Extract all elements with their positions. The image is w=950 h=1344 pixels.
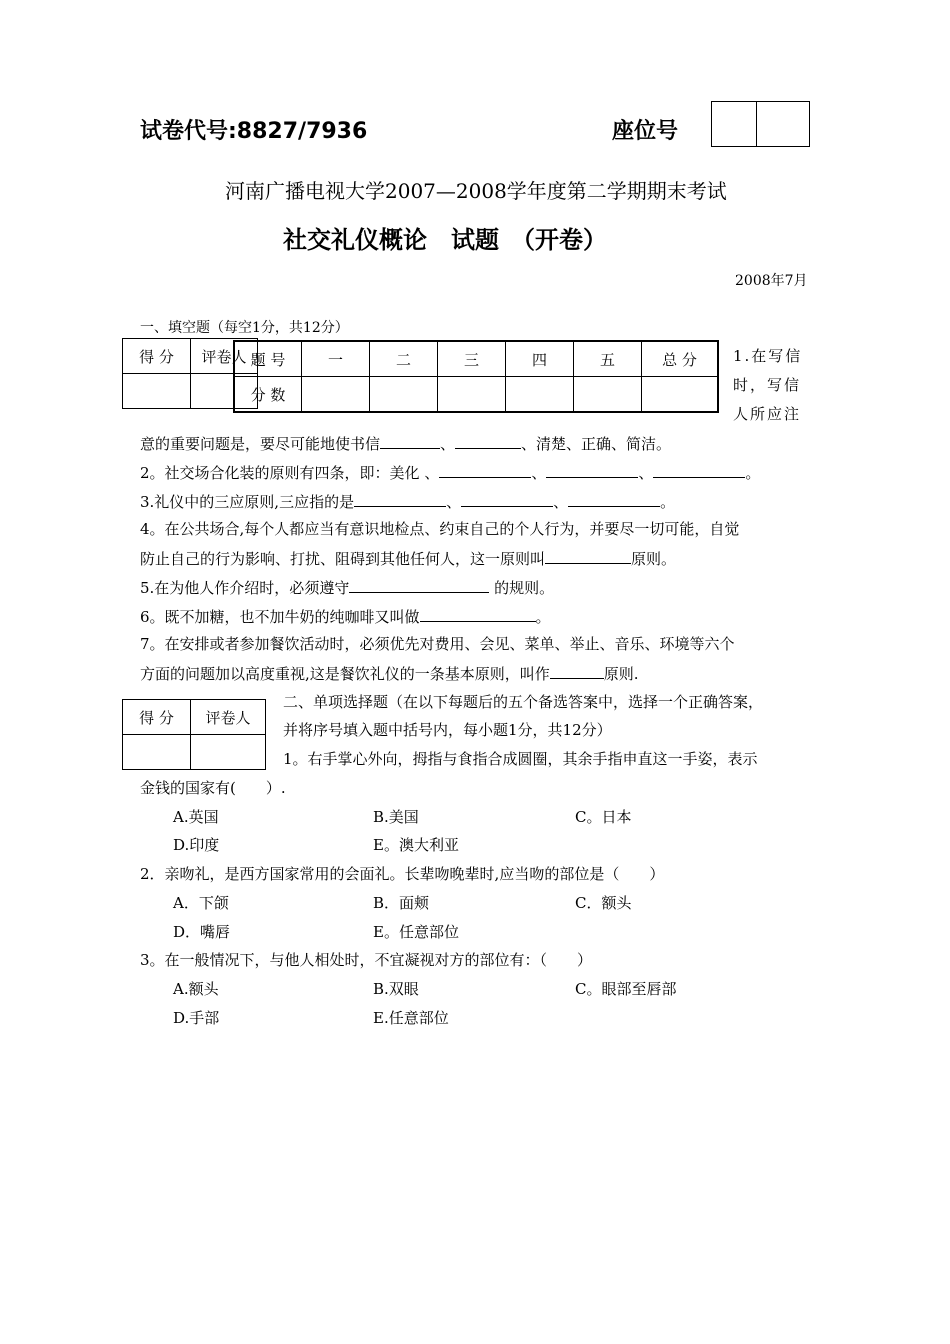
col-2: 二	[370, 341, 438, 377]
fill-q1-blank-1[interactable]	[380, 433, 440, 449]
seat-number-label: 座位号	[612, 119, 679, 144]
mc-q2-stem: 2．亲吻礼，是西方国家常用的会面礼。长辈吻晚辈时,应当吻的部位是（ ）	[140, 865, 665, 883]
fill-q6-end: 。	[535, 608, 551, 626]
fill-q3-blank-1[interactable]	[354, 491, 446, 507]
fill-q1-text: 意的重要问题是，要尽可能地使书信	[140, 435, 381, 453]
mc-q2-option-e[interactable]: E。任意部位	[373, 923, 459, 941]
mc-q3-stem: 3。在一般情况下，与他人相处时，不宜凝视对方的部位有：（ ）	[140, 951, 593, 969]
fill-q4-line1: 4。在公共场合,每个人都应当有意识地检点、约束自己的个人行为，并要尽一切可能，自觉	[140, 520, 740, 538]
fill-q5	[140, 577, 554, 598]
fill-q3-sep-2: 、	[553, 493, 569, 511]
mc-q2-option-d[interactable]: D．嘴唇	[173, 923, 231, 941]
mc-q2-option-a[interactable]: A．下颌	[173, 894, 229, 912]
fill-q3-text: 3.礼仪中的三应原则,三应指的是	[140, 493, 355, 511]
mc-q1-option-d[interactable]: D.印度	[173, 836, 220, 854]
q1-side-line1: 1.在写信	[733, 347, 803, 365]
summary-table	[233, 340, 719, 413]
score-cell-total[interactable]	[642, 377, 719, 413]
seat-cell-1[interactable]	[712, 102, 757, 147]
score-input[interactable]	[123, 374, 191, 409]
section1-title: 一、填空题（每空1分，共12分）	[140, 320, 349, 336]
fill-q1-sep: 、	[440, 435, 456, 453]
fill-q7-line1: 7。在安排或者参加餐饮活动时，必须优先对费用、会见、菜单、举止、音乐、环境等六个	[140, 635, 735, 653]
fill-q3	[140, 491, 675, 512]
fill-q2	[140, 462, 760, 483]
fill-q4-text: 防止自己的行为影响、打扰、阻碍到其他任何人，这一原则叫	[140, 550, 546, 568]
fill-q3-end: 。	[660, 493, 676, 511]
mc-q3-option-c[interactable]: C。眼部至唇部	[575, 980, 677, 998]
mc-q1-option-b[interactable]: B.美国	[373, 808, 419, 826]
fill-q6-text: 6。既不加糖，也不加牛奶的纯咖啡又叫做	[140, 608, 420, 626]
mc-q3-option-a[interactable]: A.额头	[173, 980, 219, 998]
fill-q5-text: 5.在为他人作介绍时，必须遵守	[140, 579, 350, 597]
fill-q1-blank-2[interactable]	[455, 433, 521, 449]
fill-q7-blank[interactable]	[550, 663, 604, 679]
question-number-header: 题 号	[234, 341, 302, 377]
fill-q5-blank[interactable]	[349, 577, 489, 593]
mc-q1-option-c[interactable]: C。日本	[575, 808, 632, 826]
mc-q1-option-a[interactable]: A.英国	[173, 808, 219, 826]
col-4: 四	[506, 341, 574, 377]
col-1: 一	[302, 341, 370, 377]
section2-title-line1: 二、单项选择题（在以下每题后的五个备选答案中，选择一个正确答案，	[283, 693, 764, 711]
fill-q2-blank-2[interactable]	[546, 462, 638, 478]
mc-q3-option-b[interactable]: B.双眼	[373, 980, 419, 998]
fill-q7-end: 原则.	[603, 665, 639, 683]
score-cell-4[interactable]	[506, 377, 574, 413]
fill-q2-sep-1: 、	[531, 464, 547, 482]
score-cell-3[interactable]	[438, 377, 506, 413]
score-label: 得 分	[123, 700, 191, 735]
col-3: 三	[438, 341, 506, 377]
q1-side-line3: 人所应注	[733, 405, 802, 423]
fill-q2-text: 2。社交场合化装的原则有四条，即：美化 、	[140, 464, 440, 482]
fill-q4-line2	[140, 548, 676, 569]
fill-q2-blank-1[interactable]	[439, 462, 531, 478]
fill-q4-blank[interactable]	[545, 548, 631, 564]
fill-q3-blank-3[interactable]	[568, 491, 660, 507]
fill-q7-text: 方面的问题加以高度重视,这是餐饮礼仪的一条基本原则，叫作	[140, 665, 550, 683]
fill-q2-blank-3[interactable]	[653, 462, 745, 478]
score-cell-5[interactable]	[574, 377, 642, 413]
fill-q1-end: 、清楚、正确、简洁。	[521, 435, 672, 453]
fill-q2-end: 。	[745, 464, 761, 482]
seat-number-box	[711, 101, 810, 147]
mc-q3-option-d[interactable]: D.手部	[173, 1009, 220, 1027]
page-title: 社交礼仪概论 试题 （开卷）	[283, 225, 607, 254]
score-cell-2[interactable]	[370, 377, 438, 413]
fill-q1	[140, 433, 671, 454]
university-title: 河南广播电视大学2007—2008学年度第二学期期末考试	[225, 179, 727, 203]
mc-q1-line1: 1。右手掌心外向，拇指与食指合成圆圈，其余手指申直这一手姿，表示	[283, 750, 758, 768]
grader-label: 评卷人	[191, 339, 258, 374]
exam-date: 2008年7月	[735, 273, 808, 289]
fill-q4-end: 原则。	[631, 550, 677, 568]
fill-q7-line2	[140, 663, 639, 684]
mc-q3-option-e[interactable]: E.任意部位	[373, 1009, 449, 1027]
score-cell-1[interactable]	[302, 377, 370, 413]
fill-q6	[140, 606, 551, 627]
grader-input[interactable]	[191, 735, 266, 770]
seat-cell-2[interactable]	[757, 102, 810, 147]
exam-code: 试卷代号:8827/7936	[140, 119, 368, 144]
mc-q1-line2: 金钱的国家有( ）.	[140, 779, 286, 797]
fill-q6-blank[interactable]	[420, 606, 536, 622]
mc-q2-option-b[interactable]: B．面颊	[373, 894, 430, 912]
col-5: 五	[574, 341, 642, 377]
section2-title-line2: 并将序号填入题中括号内，每小题1分，共12分）	[283, 721, 612, 739]
mc-q1-option-e[interactable]: E。澳大利亚	[373, 836, 459, 854]
fill-q5-end: 的规则。	[489, 579, 555, 597]
grader-label: 评卷人	[191, 700, 266, 735]
score-box-2	[122, 699, 266, 770]
col-total: 总 分	[642, 341, 719, 377]
score-input[interactable]	[123, 735, 191, 770]
fill-q3-sep-1: 、	[446, 493, 462, 511]
score-label: 得 分	[123, 339, 191, 374]
q1-side-line2: 时，写信	[733, 376, 802, 394]
fill-q3-blank-2[interactable]	[461, 491, 553, 507]
fill-q2-sep-2: 、	[638, 464, 654, 482]
mc-q2-option-c[interactable]: C．额头	[575, 894, 632, 912]
score-row-header: 分 数	[234, 377, 302, 413]
